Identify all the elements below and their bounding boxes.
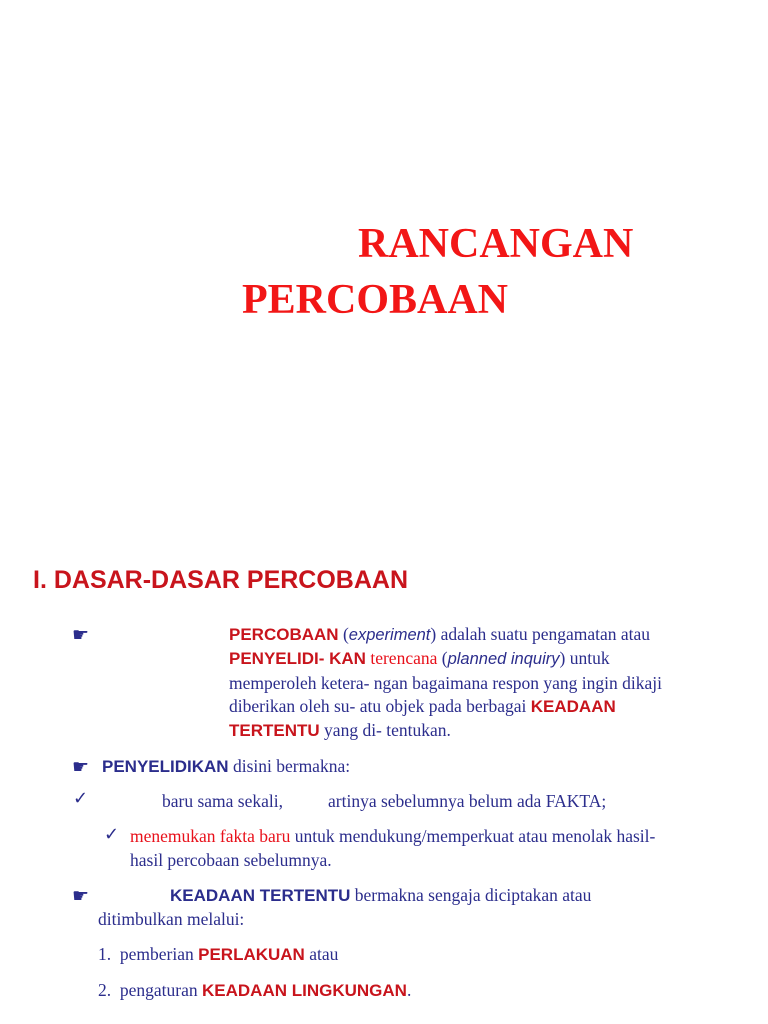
paragraph3-line2: ditimbulkan melalui: xyxy=(98,909,245,929)
list-text: . xyxy=(406,980,412,1000)
section-heading: I. DASAR-DASAR PERCOBAAN xyxy=(33,566,409,594)
keyword-perlakuan: PERLAKUAN xyxy=(198,945,305,964)
paren-text: ( xyxy=(437,648,448,668)
terencana-text: terencana xyxy=(365,648,438,668)
paragraph1-text: ) adalah suatu pengamatan atau xyxy=(430,624,651,644)
paragraph3-text: bermakna sengaja diciptakan atau xyxy=(350,885,592,905)
title-line-2: PERCOBAAN xyxy=(242,277,509,323)
list-text: pemberian xyxy=(119,944,199,964)
keyword-percobaan: PERCOBAAN xyxy=(229,625,339,644)
paragraph1-text: ) untuk xyxy=(559,648,610,668)
paragraph2 xyxy=(102,756,350,777)
keyword-keadaan-lingkungan: KEADAAN LINGKUNGAN xyxy=(202,981,407,1000)
check2-line1 xyxy=(130,826,655,847)
keyword-tertentu: TERTENTU xyxy=(229,721,320,740)
checkmark-icon: ✓ xyxy=(73,788,89,809)
keyword-keadaan-tertentu: KEADAAN TERTENTU xyxy=(170,886,351,905)
check1-text: artinya sebelumnya belum ada FAKTA; xyxy=(328,791,607,811)
keyword-penyelidikan-2: PENYELIDIKAN xyxy=(102,757,229,776)
paragraph1-line2 xyxy=(229,648,610,669)
paragraph3-line1 xyxy=(170,885,591,906)
planned-inquiry-term: planned inquiry xyxy=(447,650,560,668)
checkmark-icon: ✓ xyxy=(104,824,120,845)
paragraph1-line5 xyxy=(229,720,451,741)
pointing-hand-icon: ☛ xyxy=(72,624,90,646)
paragraph1-line1 xyxy=(229,624,650,645)
paragraph1-text: diberikan oleh su- atu objek pada berbagai xyxy=(229,696,531,716)
check2-red-text: menemukan fakta baru xyxy=(130,826,291,846)
experiment-term: experiment xyxy=(348,626,431,644)
paren-text: ( xyxy=(338,624,349,644)
paragraph1-line4 xyxy=(229,696,616,717)
keyword-penyelidikan: PENYELIDI- KAN xyxy=(229,649,366,668)
check2-line2: hasil percobaan sebelumnya. xyxy=(130,850,332,870)
pointing-hand-icon: ☛ xyxy=(72,756,90,778)
paragraph1-text: yang di- tentukan. xyxy=(319,720,451,740)
list-item xyxy=(98,980,411,1001)
list-text: atau xyxy=(304,944,339,964)
list-text: pengaturan xyxy=(119,980,202,1000)
paragraph1-line3: memperoleh ketera- ngan bagaimana respon yang ingin dikaji xyxy=(229,673,662,693)
pointing-hand-icon: ☛ xyxy=(72,885,90,907)
list-item xyxy=(98,944,338,965)
keyword-keadaan: KEADAAN xyxy=(530,697,616,716)
check2-text: untuk mendukung/memperkuat atau menolak hasil- xyxy=(290,826,656,846)
list-number: 1. xyxy=(98,944,112,964)
paragraph2-text: disini bermakna: xyxy=(228,756,351,776)
check1-red-text: baru sama sekali, xyxy=(162,791,283,811)
list-number: 2. xyxy=(98,980,112,1000)
title-line-1: RANCANGAN xyxy=(358,221,634,267)
